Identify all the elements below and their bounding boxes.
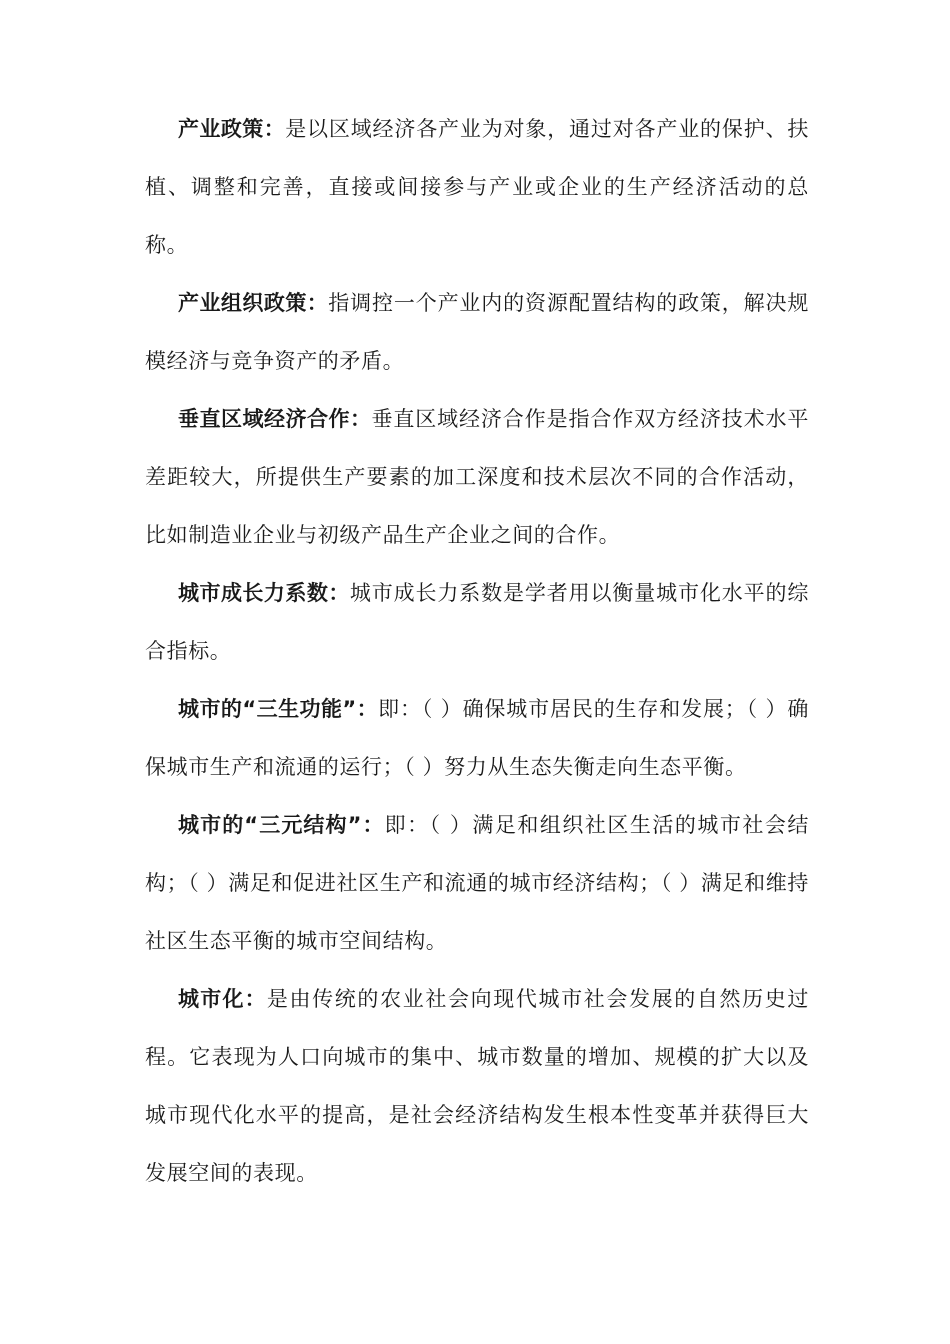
term-definition: 垂直区域经济合作是指合作双方经济技术水平差距较大，所提供生产要素的加工深度和技术层次不同的合作活动，比如制造业企业与初级产品生产企业之间的合作。 [145, 407, 809, 547]
glossary-entry-urbanization [145, 970, 809, 1202]
glossary-entry-ternary-structure [145, 796, 809, 970]
term-definition: 即：（ ）确保城市居民的生存和发展；（ ）确保城市生产和流通的运行；（ ）努力从生态失衡走向生态平衡。 [145, 697, 809, 779]
term-heading: 产业政策： [178, 117, 286, 141]
term-heading: 产业组织政策： [178, 291, 329, 315]
glossary-entry-urban-growth-coefficient [145, 564, 809, 680]
term-heading: 城市成长力系数： [178, 581, 350, 605]
term-heading: 城市的“三元结构”： [178, 813, 385, 837]
term-heading: 城市化： [178, 987, 267, 1011]
term-definition: 城市成长力系数是学者用以衡量城市化水平的综合指标。 [145, 581, 809, 663]
glossary-entry-industrial-policy [145, 100, 809, 274]
term-definition: 是由传统的农业社会向现代城市社会发展的自然历史过程。它表现为人口向城市的集中、城市数量的增加、规模的扩大以及城市现代化水平的提高，是社会经济结构发生根本性变革并获得巨大发展空间的表现。 [145, 987, 809, 1185]
term-definition: 是以区域经济各产业为对象，通过对各产业的保护、扶植、调整和完善，直接或间接参与产业或企业的生产经济活动的总称。 [145, 117, 810, 257]
term-definition: 即：（ ）满足和组织社区生活的城市社会结构；（ ）满足和促进社区生产和流通的城市经济结构；（ ）满足和维持社区生态平衡的城市空间结构。 [145, 813, 809, 953]
term-heading: 城市的“三生功能”： [178, 697, 379, 721]
glossary-entry-three-life-functions [145, 680, 809, 796]
glossary-entry-industrial-organization-policy [145, 274, 809, 390]
glossary-body [145, 100, 809, 1202]
term-heading: 垂直区域经济合作： [178, 407, 372, 431]
glossary-entry-vertical-regional-cooperation [145, 390, 809, 564]
term-definition: 指调控一个产业内的资源配置结构的政策，解决规模经济与竞争资产的矛盾。 [145, 291, 809, 373]
